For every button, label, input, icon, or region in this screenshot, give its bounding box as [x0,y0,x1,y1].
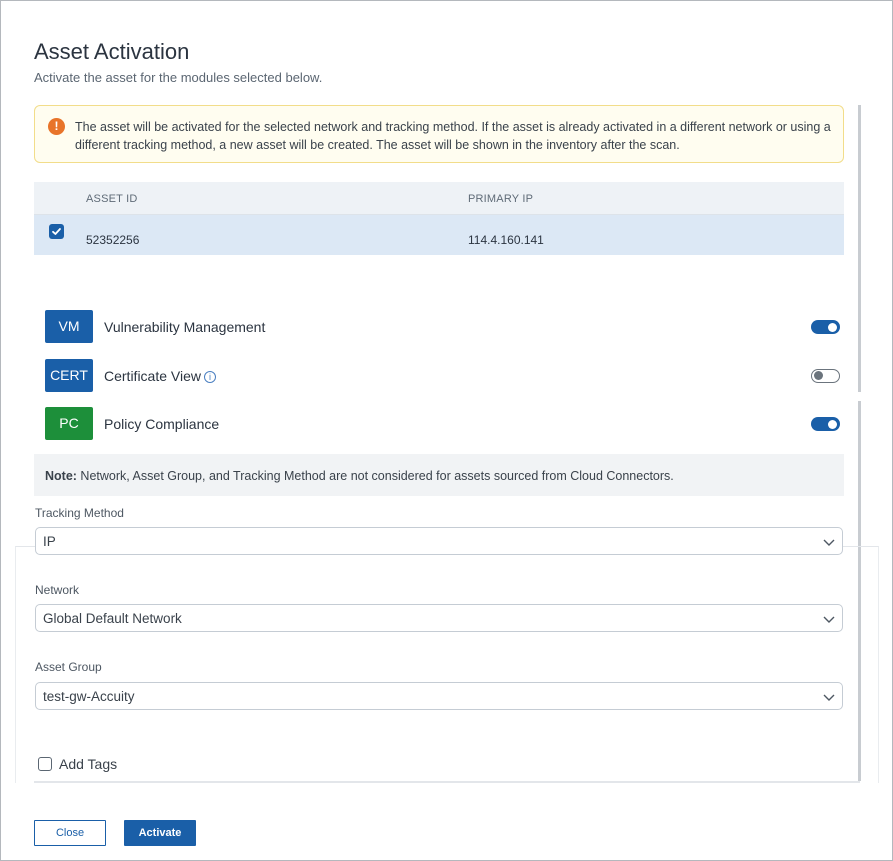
module-cert [45,359,845,393]
tracking-method-label: Tracking Method [35,506,124,520]
note-text: Network, Asset Group, and Tracking Method are not considered for assets sourced from Cloud Connectors. [76,469,674,483]
footer-divider [34,781,860,783]
asset-group-label: Asset Group [35,660,102,674]
toggle-knob [828,323,837,332]
tracking-method-value: IP [43,534,56,549]
add-tags-checkbox[interactable] [38,757,52,771]
dialog-title: Asset Activation [34,39,190,64]
module-label-vm: Vulnerability Management [104,319,266,335]
chevron-down-icon [822,612,836,626]
network-label: Network [35,583,80,597]
cloud-connector-note [34,454,844,496]
scrollbar[interactable] [858,105,861,392]
asset-group-value: test-gw-Accuity [43,689,135,704]
cell-asset-id: 52352256 [86,233,140,247]
chevron-down-icon [822,690,836,704]
tracking-method-select[interactable] [35,527,843,555]
module-vm [45,310,845,344]
warning-text: The asset will be activated for the selected network and tracking method. If the asset is already activated in a different network or using a different tracking method, a new asset will be created. The asset will be shown in the inventory after the scan. [75,120,831,152]
activate-button[interactable]: Activate [124,820,196,846]
module-badge-pc: PC [45,407,93,440]
row-select-checkbox[interactable] [49,224,64,239]
close-button[interactable]: Close [34,820,106,846]
chevron-down-icon [822,535,836,549]
cell-primary-ip: 114.4.160.141 [468,233,544,247]
toggle-pc[interactable] [811,417,840,431]
table-header [34,182,844,215]
module-label-cert-wrapper [104,368,216,384]
toggle-knob [814,371,823,380]
note-prefix: Note: [45,469,77,483]
module-label-cert: Certificate View [104,368,202,384]
dialog-subtitle: Activate the asset for the modules selected below. [34,70,323,85]
toggle-vm[interactable] [811,320,840,334]
module-badge-cert: CERT [45,359,93,392]
asset-table [34,182,844,255]
warning-banner [34,105,844,163]
network-value: Global Default Network [43,611,182,626]
column-header-asset-id[interactable]: ASSET ID [86,193,138,205]
check-icon [51,226,62,237]
network-select[interactable] [35,604,843,632]
column-header-primary-ip[interactable]: PRIMARY IP [468,193,534,205]
module-badge-vm: VM [45,310,93,343]
exclamation-icon: ! [48,118,65,135]
settings-panel [15,546,879,783]
module-label-pc: Policy Compliance [104,416,220,432]
asset-group-select[interactable] [35,682,843,710]
add-tags-label[interactable]: Add Tags [59,756,118,772]
toggle-cert[interactable] [811,369,840,383]
table-row[interactable] [34,215,844,255]
module-pc [45,407,845,441]
info-icon[interactable]: i [204,371,216,383]
toggle-knob [828,420,837,429]
